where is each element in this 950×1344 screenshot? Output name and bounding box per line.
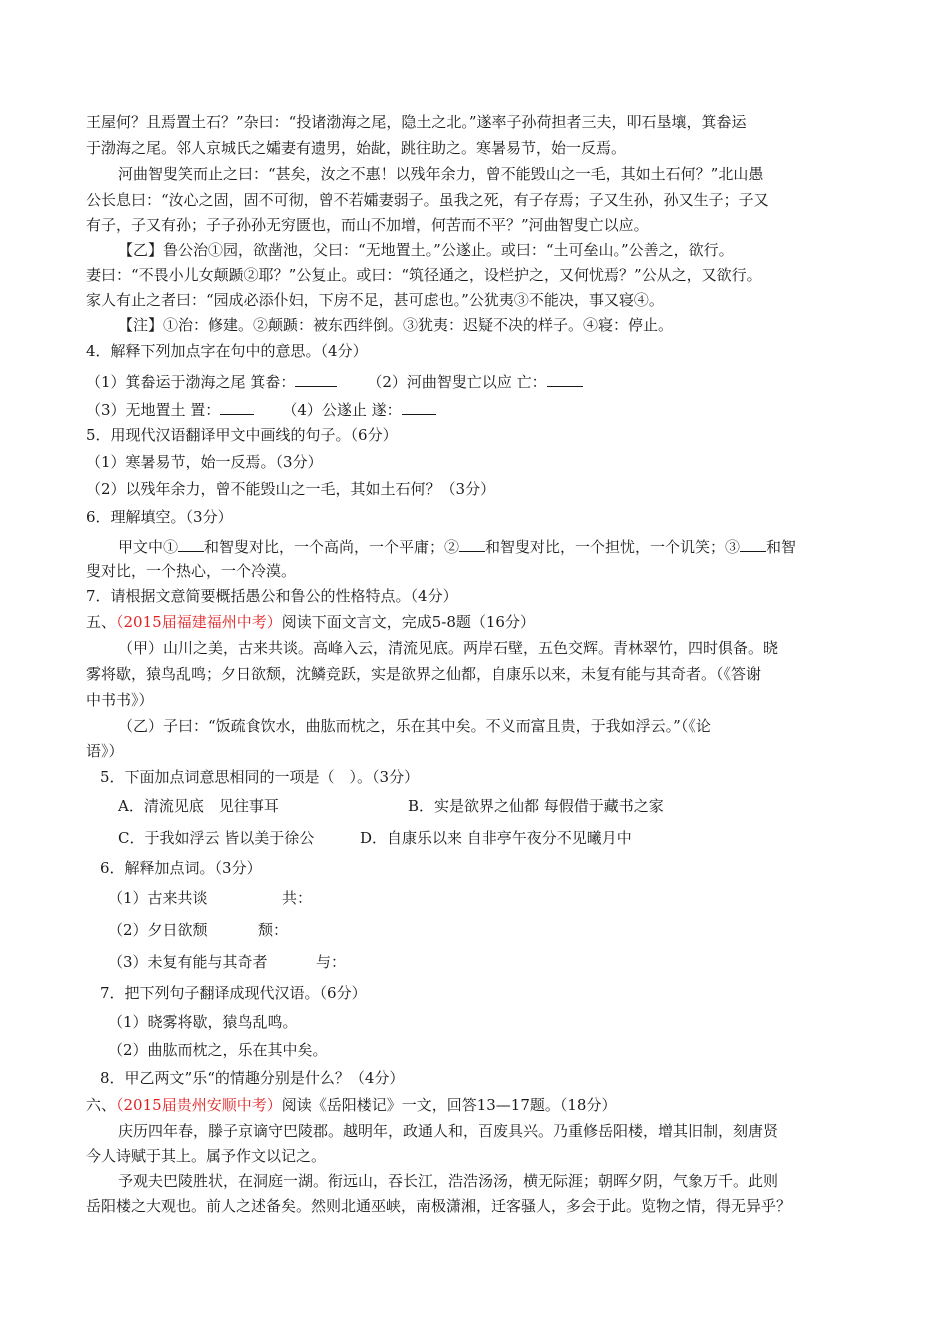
text-line: 公长息曰：“汝心之固，固不可彻，曾不若孀妻弱子。虽我之死，有子存焉；子又生孙，孙又生子；子又 — [86, 191, 769, 209]
source-tag: （2015届贵州安顺中考） — [116, 1096, 282, 1114]
s5-question-8-title: 8．甲乙两文”乐“的情趣分别是什么？（4分） — [100, 1069, 405, 1087]
s5-question-5-title: 5．下面加点词意思相同的一项是（ ）。（3分） — [100, 768, 420, 786]
s5-question-7-title: 7．把下列句子翻译成现代汉语。（6分） — [100, 984, 367, 1002]
text-line: 予观夫巴陵胜状，在洞庭一湖。衔远山，吞长江，浩浩汤汤，横无际涯；朝晖夕阴，气象万千。此则 — [118, 1172, 779, 1190]
s5-question-6-item-2: （2）夕日欲颓 — [108, 921, 208, 939]
text-line: 王屋何？且焉置土石？”杂曰：“投诸渤海之尾，隐土之北。”遂率子孙荷担者三夫，叩石垦壤，箕畚运 — [86, 113, 747, 131]
answer-blank[interactable] — [295, 370, 337, 387]
s5-question-6-item-1: （1）古来共谈 — [108, 889, 208, 907]
annotation-line: 【注】①治：修建。②颠踬：被东西绊倒。③犹夷：迟疑不决的样子。④寝：停止。 — [118, 316, 674, 334]
answer-blank[interactable] — [220, 398, 254, 415]
text-line: 家人有止之者曰：“园成必添仆妇，下房不足，甚可虑也。”公犹夷③不能决，事又寝④。 — [86, 291, 664, 309]
s5-question-7-item-2: （2）曲肱而枕之，乐在其中矣。 — [108, 1041, 328, 1059]
text-line: 岳阳楼之大观也。前人之述备矣。然则北通巫峡，南极潇湘，迁客骚人，多会于此。览物之情，得无异乎？ — [86, 1197, 792, 1215]
text-line: 【乙】鲁公治①园，欲凿池，父曰：“无地置土。”公遂止。或曰：“土可垒山。”公善之，欲行。 — [118, 241, 734, 259]
text-line: （乙）子曰：“饭疏食饮水，曲肱而枕之，乐在其中矣。不义而富且贵，于我如浮云。”（《论 — [118, 717, 711, 735]
s5-question-7-item-1: （1）晓雾将歇，猿鸟乱鸣。 — [108, 1013, 298, 1031]
option-a: A．清流见底 见往事耳 — [118, 797, 279, 815]
text-line: 妻曰：“不畏小儿女颠踬②耶？”公复止。或曰：“筑径通之，设栏护之，又何忧焉？”公从之，又欲行。 — [86, 266, 762, 284]
question-4-title: 4．解释下列加点字在句中的意思。（4分） — [86, 342, 368, 360]
option-b: B．实是欲界之仙都 每假借于藏书之家 — [408, 797, 664, 815]
question-5-title: 5．用现代汉语翻译甲文中画线的句子。（6分） — [86, 426, 398, 444]
source-tag: （2015届福建福州中考） — [116, 613, 282, 631]
option-c: C．于我如浮云 皆以美于徐公 — [118, 829, 315, 847]
section-5-heading: 五、（2015届福建福州中考）阅读下面文言文，完成5-8题（16分） — [86, 613, 535, 631]
s5-question-6-key-1: 共： — [282, 889, 313, 907]
text-line: 于渤海之尾。邻人京城氏之孀妻有遗男，始龀，跳往助之。寒暑易节，始一反焉。 — [86, 139, 627, 157]
section-6-heading: 六、（2015届贵州安顺中考）阅读《岳阳楼记》一文，回答13—17题。（18分） — [86, 1096, 617, 1114]
text-line: 河曲智叟笑而止之曰：“甚矣，汝之不惠！以残年余力，曾不能毁山之一毛，其如土石何？”北山愚 — [118, 165, 764, 183]
s5-question-6-key-2: 颓： — [258, 921, 289, 939]
s5-question-6-item-3: （3）未复有能与其奇者 — [108, 953, 268, 971]
text-line: 今人诗赋于其上。属予作文以记之。 — [86, 1147, 327, 1165]
text-line: 有子，子又有孙；子子孙孙无穷匮也，而山不加增，何苦而不平？”河曲智叟亡以应。 — [86, 216, 649, 234]
answer-blank[interactable] — [547, 370, 583, 387]
question-6-text: 甲文中① 和智叟对比，一个高尚，一个平庸；② 和智叟对比，一个担忧，一个讥笑；③ 和智 — [118, 535, 796, 557]
question-5-item-1: （1）寒暑易节，始一反焉。（3分） — [86, 453, 323, 471]
s5-question-6-key-3: 与： — [316, 953, 347, 971]
question-6-text-cont: 叟对比，一个热心，一个冷漠。 — [86, 562, 297, 580]
text-line: 庆历四年春，滕子京谪守巴陵郡。越明年，政通人和，百废具兴。乃重修岳阳楼，增其旧制，刻唐贤 — [118, 1122, 779, 1140]
text-line: 雾将歇，猿鸟乱鸣；夕日欲颓，沈鳞竞跃，实是欲界之仙都，自康乐以来，未复有能与其奇者。（《答谢 — [86, 665, 762, 683]
text-line: 中书书》） — [86, 691, 154, 709]
question-5-item-2: （2）以残年余力，曾不能毁山之一毛，其如土石何？（3分） — [86, 480, 496, 498]
s5-question-6-title: 6．解释加点词。（3分） — [100, 859, 262, 877]
question-6-title: 6．理解填空。（3分） — [86, 508, 233, 526]
answer-blank[interactable] — [402, 398, 436, 415]
text-line: （甲）山川之美，古来共谈。高峰入云，清流见底。两岸石壁，五色交辉。青林翠竹，四时俱备。晓 — [118, 639, 779, 657]
question-7-title: 7．请根据文意简要概括愚公和鲁公的性格特点。（4分） — [86, 587, 458, 605]
text-line: 语》） — [86, 742, 124, 760]
question-4-row-2: （3）无地置土 置： （4）公遂止 遂： — [86, 398, 436, 420]
answer-blank[interactable] — [459, 535, 485, 552]
answer-blank[interactable] — [178, 535, 204, 552]
option-d: D．自康乐以来 自非亭午夜分不见曦月中 — [360, 829, 632, 847]
answer-blank[interactable] — [740, 535, 766, 552]
question-4-row-1: （1）箕畚运于渤海之尾 箕畚： （2）河曲智叟亡以应 亡： — [86, 370, 583, 392]
